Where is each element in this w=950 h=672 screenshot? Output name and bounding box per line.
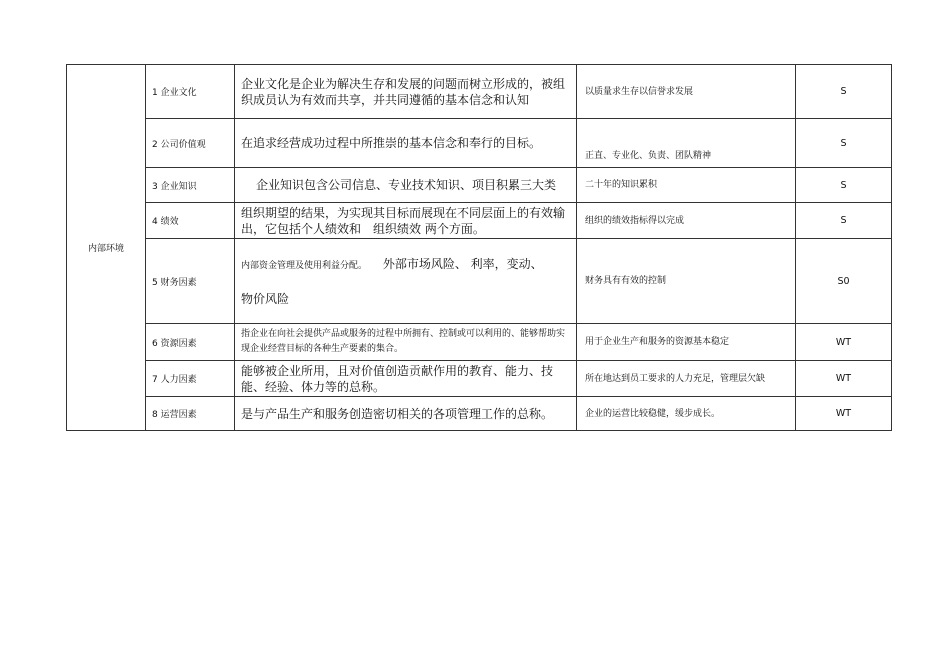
definition-part-external: 外部市场风险、 利率，变动、: [382, 256, 543, 271]
factor-definition: 企业文化是企业为解决生存和发展的问题而树立形成的，被组织成员认为有效而共享，并共同遵循的基本信念和认知: [235, 65, 577, 119]
table-row: [67, 168, 892, 203]
factor-definition: 是与产品生产和服务创造密切相关的各项管理工作的总称。: [235, 397, 577, 431]
factor-rating: S: [796, 203, 892, 239]
factor-definition: 在追求经营成功过程中所推崇的基本信念和奉行的目标。: [235, 119, 577, 168]
factor-rating: WT: [796, 397, 892, 431]
factor-label: 2 公司价值观: [146, 119, 235, 168]
table-row: [67, 119, 892, 168]
factor-label: 7 人力因素: [146, 361, 235, 397]
factor-definition: 企业知识包含公司信息、专业技术知识、项目积累三大类: [235, 168, 577, 203]
factor-status: 用于企业生产和服务的资源基本稳定: [577, 324, 796, 361]
factor-rating: S: [796, 168, 892, 203]
factor-definition: 能够被企业所用，且对价值创造贡献作用的教育、能力、技能、经验、体力等的总称。: [235, 361, 577, 397]
table-row: [67, 65, 892, 119]
table-row: [67, 397, 892, 431]
factor-definition: [235, 239, 577, 324]
group-label: 内部环境: [67, 65, 146, 431]
internal-environment-table: [66, 64, 892, 431]
table-row: [67, 239, 892, 324]
factor-rating: S0: [796, 239, 892, 324]
factor-label: 4 绩效: [146, 203, 235, 239]
factor-label: 1 企业文化: [146, 65, 235, 119]
factor-rating: S: [796, 65, 892, 119]
table-row: [67, 361, 892, 397]
factor-status: 二十年的知识累积: [577, 168, 796, 203]
table-row: [67, 324, 892, 361]
factor-rating: S: [796, 119, 892, 168]
definition-part-internal: 内部资金管理及使用利益分配。: [241, 260, 368, 271]
factor-status: 财务具有有效的控制: [577, 239, 796, 324]
factor-definition: 组织期望的结果，为实现其目标而展现在不同层面上的有效输出，它包括个人绩效和 组织绩效 两个方面。: [235, 203, 577, 239]
factor-label: 8 运营因素: [146, 397, 235, 431]
factor-status: 所在地达到员工要求的人力充足，管理层欠缺: [577, 361, 796, 397]
factor-status: 正直、专业化、负责、团队精神: [577, 119, 796, 168]
factor-status: 组织的绩效指标得以完成: [577, 203, 796, 239]
factor-status: 企业的运营比较稳健，缓步成长。: [577, 397, 796, 431]
factor-status: 以质量求生存以信誉求发展: [577, 65, 796, 119]
factor-rating: WT: [796, 324, 892, 361]
factor-definition: 指企业在向社会提供产品或服务的过程中所拥有、控制或可以利用的、能够帮助实现企业经营目标的各种生产要素的集合。: [235, 324, 577, 361]
table-row: [67, 203, 892, 239]
factor-label: 3 企业知识: [146, 168, 235, 203]
factor-label: 5 财务因素: [146, 239, 235, 324]
definition-part-price: 物价风险: [241, 291, 290, 306]
factor-rating: WT: [796, 361, 892, 397]
factor-label: 6 资源因素: [146, 324, 235, 361]
